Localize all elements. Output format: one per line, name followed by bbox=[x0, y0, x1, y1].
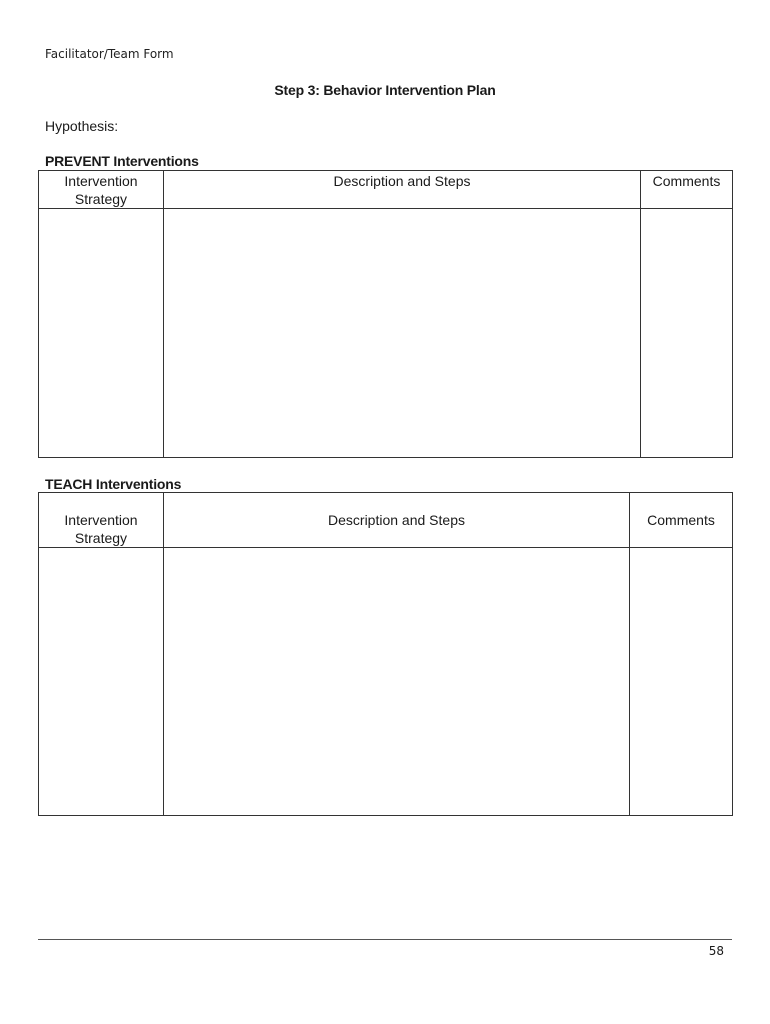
teach-interventions-table bbox=[38, 492, 733, 816]
column-header-comments: Comments bbox=[630, 493, 733, 548]
hypothesis-label: Hypothesis: bbox=[45, 118, 119, 134]
teach-section-title: TEACH Interventions bbox=[45, 476, 182, 492]
prevent-interventions-table bbox=[38, 170, 733, 458]
table-row bbox=[39, 548, 733, 816]
intervention-strategy-cell[interactable] bbox=[39, 548, 164, 816]
column-header-intervention-strategy: Intervention Strategy bbox=[39, 171, 164, 209]
table-header-row bbox=[39, 493, 733, 548]
page-title: Step 3: Behavior Intervention Plan bbox=[274, 82, 496, 98]
comments-cell[interactable] bbox=[630, 548, 733, 816]
intervention-strategy-cell[interactable] bbox=[39, 209, 164, 458]
page-number: 58 bbox=[708, 944, 724, 958]
description-and-steps-cell[interactable] bbox=[164, 209, 641, 458]
column-header-description-and-steps: Description and Steps bbox=[164, 493, 630, 548]
comments-cell[interactable] bbox=[641, 209, 733, 458]
column-header-intervention-strategy: Intervention Strategy bbox=[39, 493, 164, 548]
footer-divider bbox=[38, 939, 732, 940]
table-row bbox=[39, 209, 733, 458]
description-and-steps-cell[interactable] bbox=[164, 548, 630, 816]
prevent-section-title: PREVENT Interventions bbox=[45, 153, 199, 169]
form-label: Facilitator/Team Form bbox=[45, 47, 174, 61]
column-header-comments: Comments bbox=[641, 171, 733, 209]
column-header-description-and-steps: Description and Steps bbox=[164, 171, 641, 209]
table-header-row bbox=[39, 171, 733, 209]
